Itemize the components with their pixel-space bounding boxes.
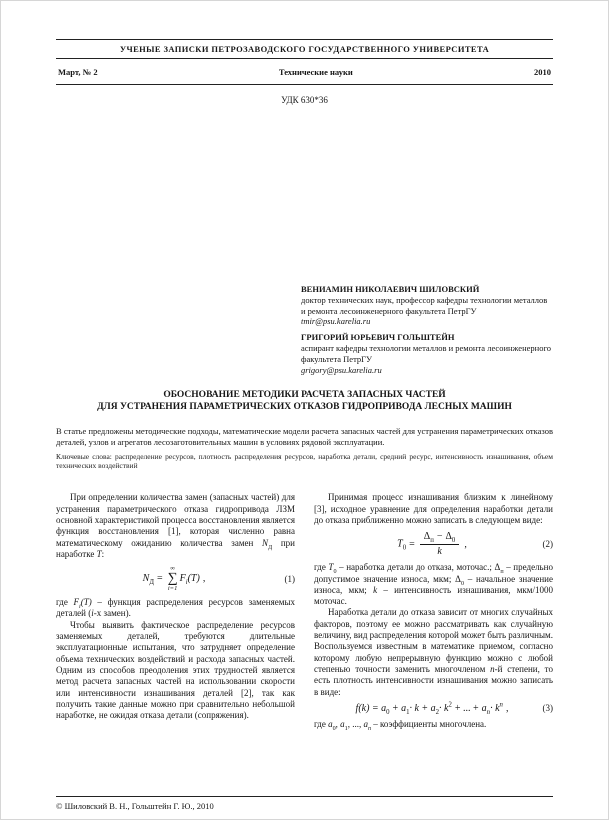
issue-row [56, 59, 553, 84]
year-label: 2010 [533, 67, 551, 77]
authors-block [301, 284, 553, 375]
math-var: a [363, 718, 368, 729]
body-paragraph [314, 607, 553, 697]
body-paragraph: Чтобы выявить фактическое распределение ресурсов заменяемых деталей, требуются длительные эксплуатационные испытания, что затрудняет определение объема технических воздействий и расхода запасных частей. Одним из способов преодоления этих трудностей является метод расчета запасных частей на использовании скорости или интенсивности изнашивания деталей [2], так как получить такие данные можно при сравнительно небольшой наработке, не ожидая отказа детали (сопряжения). [56, 619, 295, 721]
math-var: a [430, 702, 436, 714]
math-var: a [401, 702, 407, 714]
math-sub: 0 [451, 537, 456, 545]
author-affiliation: аспирант кафедры технологии металлов и ремонта лесоинженерного факультета ПетрГУ [301, 342, 551, 364]
math-term: · k [490, 702, 500, 714]
math-var: a [381, 702, 387, 714]
paragraph-text: При определении количества замен (запасных частей) для устранения параметрического отказа гидропривода ЛЗМ основной характеристикой процесса восстановления является функция восстановления [1], которая численно равна математическому ожиданию количества замен [56, 492, 295, 548]
punctuation: , [505, 702, 509, 714]
equals-sign: = [409, 538, 415, 550]
paragraph-text: -х замен). [93, 608, 131, 619]
paragraph-text: : [101, 548, 105, 559]
math-arg: (k) [358, 702, 370, 714]
paragraph-text: – начальное значение износа, мкм; [314, 573, 553, 595]
equation-number: (1) [284, 573, 295, 584]
math-sub: 1 [406, 708, 410, 716]
minus-sign: − [436, 531, 443, 543]
keywords: Ключевые слова: распределение ресурсов, плотность распределения ресурсов, наработка детали, средний ресурс, интенсивность изнашивания, объем технических воздействий [56, 451, 553, 470]
left-column [56, 492, 295, 730]
math-sub: 2 [435, 708, 440, 716]
paragraph-text: где [314, 718, 329, 729]
paragraph-text: -й степени, то есть плотность интенсивности изнашивания можно записать в виде: [314, 663, 553, 697]
paragraph-text: – функция распределения ресурсов заменяемых деталей ( [56, 597, 295, 619]
math-var: i [91, 608, 94, 619]
author-block [301, 284, 553, 327]
math-sub: n [486, 708, 491, 716]
journal-title: УЧЕНЫЕ ЗАПИСКИ ПЕТРОЗАВОДСКОГО ГОСУДАРСТВЕННОГО УНИВЕРСИТЕТА [119, 44, 490, 54]
math-var: Δ [494, 562, 501, 573]
math-term: · k [439, 702, 449, 714]
math-var: k [373, 584, 378, 595]
body-paragraph [314, 719, 553, 730]
math-sup: 2 [448, 701, 452, 709]
plus-sign: + [421, 702, 428, 714]
body-paragraph: Принимая процесс изнашивания близким к линейному [3], исходное уравнение для определения наработки детали до отказа приближенно можно записать в следующем виде: [314, 492, 553, 525]
author-name: ВЕНИАМИН НИКОЛАЕВИЧ ШИЛОВСКИЙ [301, 284, 480, 294]
math-sub: Д [149, 578, 154, 586]
math-sub: п [500, 569, 504, 576]
punctuation: , [464, 538, 467, 550]
math-var: F [73, 597, 80, 608]
math-var: a [328, 718, 333, 729]
math-var: N [142, 572, 150, 584]
fraction-numerator [420, 531, 460, 545]
paragraph-text: где [56, 597, 74, 608]
math-sub: 0 [333, 569, 337, 576]
paragraph-text: – предельно допустимое значение износа, мкм; [314, 562, 553, 584]
math-sub: i [79, 603, 81, 610]
equation-number: (3) [542, 703, 553, 714]
ellipsis: + ... + [454, 702, 479, 714]
footer-rule [56, 796, 553, 797]
math-sub: i [185, 578, 188, 586]
author-affiliation: доктор технических наук, профессор кафедры технологии металлов и ремонта лесоинженерного факультета ПетрГУ [301, 294, 548, 316]
article-title-line1: ОБОСНОВАНИЕ МЕТОДИКИ РАСЧЕТА ЗАПАСНЫХ ЧАСТЕЙ [163, 390, 446, 401]
math-sub: 1 [344, 725, 348, 732]
equals-sign: = [372, 702, 379, 714]
copyright-line: © Шиловский В. Н., Гольштейн Г. Ю., 2010 [56, 801, 214, 811]
math-sub: Д [268, 544, 273, 551]
math-sub: п [430, 537, 434, 545]
math-var: f [355, 702, 359, 714]
blank-area [56, 106, 553, 284]
body-paragraph [56, 597, 295, 620]
page-content [1, 1, 608, 730]
body-paragraph [56, 492, 295, 560]
issue-rule [56, 84, 553, 85]
author-email: tmir@psu.karelia.ru [301, 316, 371, 327]
math-var: N [262, 537, 269, 548]
abstract: В статье предложены методические подходы, математические модели расчета запасных частей для устранения параметрических отказов деталей, узлов и агрегатов лесозаготовительных машин в условиях рядовой эксплуатации. [56, 426, 553, 447]
math-var: T [96, 548, 102, 559]
author-block [301, 332, 553, 375]
math-sub: 0 [402, 544, 407, 552]
article-title-line2: ДЛЯ УСТРАНЕНИЯ ПАРАМЕТРИЧЕСКИХ ОТКАЗОВ ГИДРОПРИВОДА ЛЕСНЫХ МАШИН [97, 402, 512, 413]
math-sub: 0 [386, 708, 390, 716]
udc-label: УДК 630*36 [281, 95, 328, 105]
math-var: a [340, 718, 345, 729]
math-var: Δ [445, 531, 452, 543]
paragraph-text: где [314, 562, 329, 573]
issue-label: Март, № 2 [58, 67, 98, 77]
math-var: Δ [423, 531, 431, 543]
sigma-symbol: ∑ [167, 571, 178, 587]
equals-sign: = [156, 572, 163, 584]
paragraph-text: – коэффициенты многочлена. [371, 718, 487, 729]
math-sup: n [499, 701, 503, 709]
sum-upper-limit: ∞ [170, 565, 175, 573]
math-arg: (T) [80, 597, 92, 608]
math-var: n [490, 663, 495, 674]
paragraph-text: , [335, 718, 341, 729]
paragraph-text: , ..., [347, 718, 364, 729]
math-var: T [328, 562, 334, 573]
math-var: T [397, 538, 403, 550]
summation-sign [168, 565, 178, 592]
math-var: F [179, 572, 186, 584]
paragraph-text: Наработка детали до отказа зависит от многих случайных факторов, поэтому ее можно рассматривать как случайную величину, вид распределения которой может быть различным. Воспользуемся известным в математике приемом, согласно которому любую непрерывную функцию можно с любой степенью точности заменить многочленом [314, 607, 553, 674]
author-name: ГРИГОРИЙ ЮРЬЕВИЧ ГОЛЬШТЕЙН [301, 332, 455, 343]
two-column-body [56, 492, 553, 730]
right-column [314, 492, 553, 730]
fraction [420, 531, 460, 557]
body-paragraph [314, 562, 553, 607]
author-email: grigory@psu.karelia.ru [301, 364, 382, 375]
math-var: a [481, 702, 487, 714]
math-sub: 0 [460, 580, 464, 587]
math-arg: (T) [187, 572, 200, 584]
equation-2 [314, 531, 553, 557]
sum-lower-limit: i=1 [167, 585, 178, 593]
paragraph-text: – интенсивность изнашивания, мкм/1000 моточас. [314, 584, 553, 607]
math-var: Δ [455, 573, 461, 584]
page-footer [56, 796, 553, 811]
punctuation: , [202, 572, 206, 584]
math-term: · k [409, 702, 419, 714]
article-title [56, 389, 553, 413]
paragraph-text: – наработка детали до отказа, моточас.; [336, 562, 495, 573]
math-sub: 0 [332, 725, 336, 732]
plus-sign: + [392, 702, 399, 714]
equation-1 [56, 565, 295, 592]
paragraph-text: при наработке [56, 537, 295, 559]
fraction-denominator: k [437, 546, 442, 558]
math-sub: n [367, 725, 372, 732]
equation-number: (2) [542, 539, 553, 550]
equation-3 [314, 703, 553, 714]
section-label: Технические науки [278, 67, 353, 77]
